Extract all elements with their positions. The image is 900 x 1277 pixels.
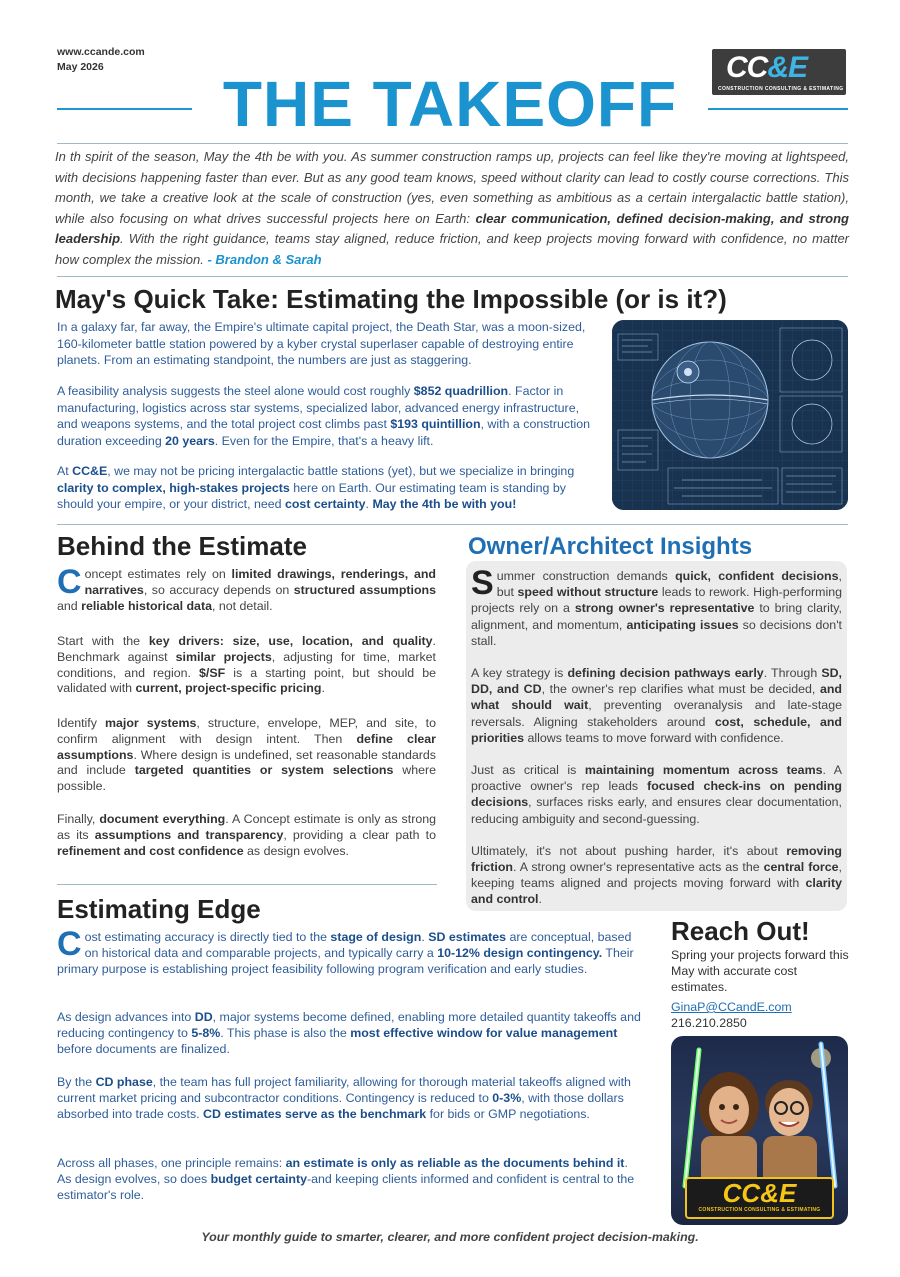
be-p3-d: define clear assumptions (57, 731, 436, 762)
quick-take-heading: May's Quick Take: Estimating the Impossible (or is it?) (55, 284, 727, 314)
be-p2-d: similar projects (175, 649, 272, 664)
logo-mark-b: &E (767, 51, 808, 84)
team-portrait-image (671, 1036, 848, 1225)
oa-p2-b: defining decision pathways early (567, 666, 764, 681)
be-p1-b: limited drawings, renderings, and narratives (84, 567, 436, 597)
oa-p3-e: , surfaces risks early, and ensures clear documentation, reducing ambiguity and second-guessing. (471, 795, 842, 826)
qt-p3-h: May the 4th be with you! (372, 497, 517, 511)
contact-email-link[interactable]: GinaP@CCandE.com (671, 1000, 792, 1014)
be-p4-a: Finally, (57, 812, 100, 826)
oa-p1-h: anticipating issues (626, 617, 739, 632)
ee-p1-c: . (421, 930, 429, 944)
be-p2-i: . (321, 681, 325, 696)
ee-p4-b: an estimate is only as reliable as the documents behind it (285, 1156, 625, 1170)
qt-p2-c: . Factor in manufacturing, logistics across star systems, specialized labor, advanced energy infrastructure, and weapons systems, and the total project cost climbs past (57, 384, 580, 431)
be-p3-e: . Where design is undefined, set reasonable standards and include (57, 747, 436, 778)
oa-p4-d: central force (763, 860, 839, 875)
ee-p2-f: most effective window for value management (350, 1026, 618, 1041)
logo-mark-a: CC (726, 51, 768, 84)
qt-p2-d: $193 quintillion (390, 417, 481, 431)
qt-p2-e: , with a construction duration exceeding (57, 417, 591, 448)
oa-p4-a: Ultimately, it's not about pushing harder, it's about (471, 843, 787, 858)
be-p3-a: Identify (57, 716, 106, 730)
ee-p1-g: Their primary purpose is establishing project feasibility following program verification and early studies. (57, 946, 634, 977)
be-p2-e: , adjusting for time, market conditions, and region. (57, 649, 436, 680)
behind-p3 (57, 716, 436, 795)
portrait-logo-badge (685, 1177, 834, 1219)
be-p3-f: targeted quantities or system selections (134, 763, 394, 778)
oa-p3-c: . A proactive owner's rep leads (471, 763, 843, 794)
be-p4-e: , providing a clear path to (283, 827, 436, 842)
owner-p1 (471, 564, 843, 649)
be-p1-d: structured assumptions (293, 582, 436, 597)
be-p2-a: Start with the (57, 634, 149, 648)
behind-p4 (57, 812, 436, 859)
oa-p2-h: cost, schedule, and priorities (471, 714, 842, 745)
behind-dropcap: C (57, 563, 82, 601)
be-p2-h: current, project-specific pricing (135, 681, 322, 696)
oa-p4-c: . A strong owner's representative acts as the (513, 860, 764, 875)
be-p2-b: key drivers: size, use, location, and quality (148, 634, 433, 648)
owner-dropcap: S (471, 564, 494, 602)
reach-out-heading: Reach Out! (671, 916, 810, 946)
blueprint-drawing (612, 320, 848, 510)
qt-p3-c: , we may not be pricing intergalactic battle stations (yet), but we specialize in bringing (107, 464, 575, 478)
ee-p4-c: . As design evolves, so does (57, 1156, 628, 1187)
be-p1-e: and (57, 598, 82, 613)
ee-p4-a: Across all phases, one principle remains: (57, 1156, 286, 1170)
be-p4-b: document everything (99, 812, 226, 826)
ee-p1-a: ost estimating accuracy is directly tied to the (84, 930, 331, 944)
reach-out-text: Spring your projects forward this May with accurate cost estimates. (671, 948, 849, 994)
behind-estimate-heading: Behind the Estimate (57, 531, 307, 561)
oa-p4-e: , keeping teams aligned and projects moving forward with (471, 860, 842, 891)
ee-p2-a: As design advances into (57, 1010, 195, 1024)
contact-phone: 216.210.2850 (671, 1016, 747, 1030)
owner-p3 (471, 762, 842, 827)
be-p1-a: oncept estimates rely on (84, 567, 232, 581)
reach-out-contact (671, 999, 851, 1031)
oa-p3-b: maintaining momentum across teams (584, 763, 823, 778)
ee-p1-e: are conceptual, based on historical data and comparable projects, and typically carry a (84, 930, 632, 961)
owner-p4 (471, 843, 842, 908)
edge-p1 (57, 925, 642, 978)
oa-p1-e: leads to rework. High-performing projects rely on a (471, 585, 842, 616)
ee-p2-g: before documents are finalized. (57, 1042, 230, 1057)
be-p4-f: refinement and cost confidence (57, 843, 244, 858)
edge-p3 (57, 1074, 642, 1123)
be-p1-g: , not detail. (211, 598, 273, 613)
ee-p2-c: , major systems become defined, enabling more detailed quantity takeoffs and reducing contingency to (57, 1010, 641, 1041)
be-p4-c: . A Concept estimate is only as strong as its (57, 812, 436, 842)
intro-paragraph (55, 147, 849, 270)
site-url[interactable]: www.ccande.com (57, 46, 145, 58)
oa-p1-a: ummer construction demands (496, 569, 676, 583)
death-star-blueprint-image (612, 320, 848, 510)
ee-p3-a: By the (57, 1075, 96, 1089)
ee-p1-f: 10-12% design contingency. (437, 946, 603, 961)
oa-p1-b: quick, confident decisions (675, 569, 839, 583)
edge-p4 (57, 1155, 642, 1204)
behind-p1 (57, 563, 436, 614)
ee-p3-d: 0-3% (492, 1091, 522, 1106)
behind-p2 (57, 634, 436, 697)
ee-p3-e: , with those dollars absorbed into trade costs. (57, 1091, 624, 1122)
oa-p4-b: removing friction (471, 843, 842, 875)
ee-p3-f: CD estimates serve as the benchmark (203, 1107, 427, 1122)
intro-bold: clear communication, defined decision-making, and strong leadership (55, 210, 849, 246)
section-rule-1 (57, 524, 848, 525)
qt-p3-d: clarity to complex, high-stakes projects (57, 480, 290, 495)
oa-p1-c: , but (496, 569, 842, 600)
ee-p2-d: 5-8% (191, 1026, 221, 1041)
be-p3-b: major systems (105, 716, 197, 730)
owner-insights-body (471, 564, 843, 908)
oa-p2-c: . Through (763, 666, 822, 681)
oa-p2-f: and what should wait (471, 682, 842, 713)
be-p3-c: , structure, envelope, MEP, and site, to confirm alignment with design intent. Then (57, 716, 436, 746)
ee-p1-b: stage of design (330, 930, 422, 944)
badge-title: CC&E (722, 1178, 797, 1208)
oa-p1-g: to bring clarity, alignment, and momentum, (471, 601, 842, 632)
logo-subtitle: CONSTRUCTION CONSULTING & ESTIMATING (718, 86, 844, 92)
quick-take-p3 (57, 463, 603, 513)
ee-p4-e: -and keeping clients informed and confident is central to the estimator's role. (57, 1172, 635, 1203)
quick-take-p2 (57, 383, 603, 449)
qt-p3-g: . (365, 497, 373, 511)
be-p1-f: reliable historical data (81, 598, 212, 613)
edge-dropcap: C (57, 925, 82, 963)
intro-bottom-rule (57, 276, 848, 277)
ee-p2-e: . This phase is also the (220, 1026, 351, 1041)
section-rule-2 (57, 884, 437, 885)
intro-text-2: . With the right guidance, teams stay aligned, reduce friction, and keep projects moving forward with confidence, no matter how complex the mission. (55, 231, 849, 267)
oa-p2-g: , preventing overanalysis and late-stage reversals. Aligning stakeholders around (471, 698, 842, 729)
be-p3-g: where possible. (57, 763, 437, 794)
newsletter-title: THE TAKEOFF (222, 68, 678, 140)
be-p1-c: , so accuracy depends on (143, 582, 294, 597)
be-p4-g: as design evolves. (243, 843, 349, 858)
ccande-logo (712, 49, 846, 95)
ee-p1-d: SD estimates (428, 930, 507, 944)
be-p2-c: . Benchmark against (57, 634, 436, 664)
ee-p3-g: for bids or GMP negotiations. (426, 1107, 590, 1122)
owner-insights-heading: Owner/Architect Insights (468, 533, 753, 560)
oa-p2-a: A key strategy is (471, 666, 568, 681)
ee-p2-b: DD (194, 1010, 213, 1024)
be-p4-d: assumptions and transparency (94, 827, 284, 842)
intro-top-rule (57, 143, 848, 144)
oa-p4-g: . (538, 892, 542, 907)
footer-tagline: Your monthly guide to smarter, clearer, and more confident project decision-making. (201, 1230, 699, 1244)
ee-p4-d: budget certainty (210, 1172, 307, 1187)
oa-p2-d: SD, DD, and CD (471, 666, 842, 697)
qt-p3-b: CC&E (72, 464, 108, 478)
oa-p2-e: , the owner's rep clarifies what must be decided, (541, 682, 820, 697)
be-p2-f: $/SF (199, 665, 226, 680)
qt-p2-g: . Even for the Empire, that's a heavy lift. (214, 433, 434, 448)
oa-p2-i: allows teams to move forward with confidence. (524, 730, 784, 745)
qt-p2-f: 20 years (165, 433, 215, 448)
estimating-edge-heading: Estimating Edge (57, 894, 261, 924)
ee-p3-c: , the team has full project familiarity, allowing for thorough material takeoffs aligned with current market pricing and subcontractor conditions. Contingency is reduced to (57, 1075, 631, 1106)
intro-text-1: In th spirit of the season, May the 4th be with you. As summer construction ramps up, projects can feel like they're moving at lightspeed, with decisions happening faster than ever. But as any good team knows, speed without clarity can lead to costly course corrections. This month, we take a creative look at the scale of construction (yes, even something as ambitious as a certain intergalactic battle station), while also focusing on what drives successful projects here on Earth: (55, 149, 849, 226)
edge-p2 (57, 1009, 642, 1058)
oa-p4-f: clarity and control (471, 876, 842, 907)
be-p2-g: is a starting point, but should be validated with (57, 665, 436, 696)
oa-p1-i: so decisions don't stall. (471, 617, 843, 648)
owner-p2 (471, 665, 842, 746)
oa-p3-d: focused check-ins on pending decisions (471, 779, 842, 810)
qt-p2-b: $852 quadrillion (413, 384, 509, 398)
quick-take-p1: In a galaxy far, far away, the Empire's ultimate capital project, the Death Star, was a moon-sized, 160-kilometer battle station powered by a kyber crystal superlaser capable of destroying entire planets. From an estimating standpoint, the numbers are just as staggering. (57, 320, 586, 367)
oa-p1-d: speed without structure (517, 585, 659, 600)
qt-p2-a: A feasibility analysis suggests the steel alone would cost roughly (57, 384, 414, 398)
badge-subtitle: CONSTRUCTION CONSULTING & ESTIMATING (698, 1207, 821, 1213)
oa-p3-a: Just as critical is (471, 763, 585, 778)
issue-date: May 2026 (57, 61, 104, 73)
intro-signature: - Brandon & Sarah (207, 251, 322, 267)
qt-p3-f: cost certainty (284, 497, 366, 511)
ee-p3-b: CD phase (95, 1075, 153, 1089)
oa-p1-f: strong owner's representative (574, 601, 755, 616)
qt-p3-a: At (57, 464, 73, 478)
qt-p3-e: here on Earth. Our estimating team is standing by should your empire, or your district, need (57, 480, 566, 511)
